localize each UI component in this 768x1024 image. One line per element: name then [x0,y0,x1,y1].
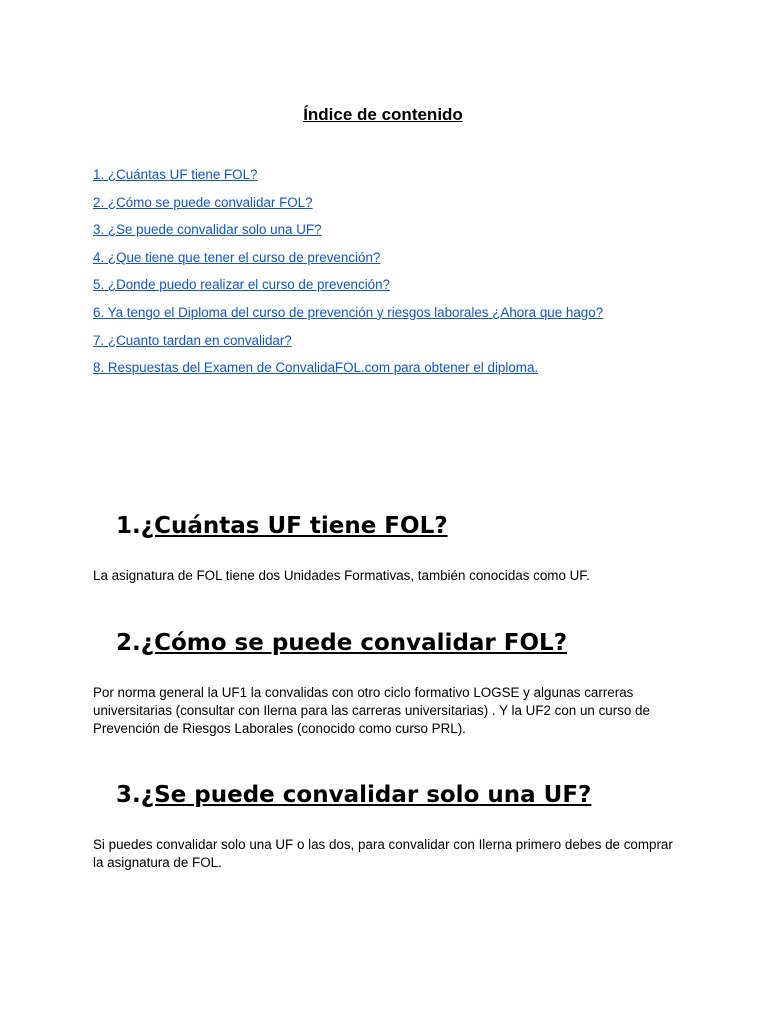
toc-item [93,221,603,249]
section-number: 1. [116,513,141,539]
section-title: ¿Se puede convalidar solo una UF? [140,782,592,808]
section-heading [116,628,567,658]
section-body: La asignatura de FOL tiene dos Unidades Formativas, también conocidas como UF. [93,568,590,583]
section-number: 2. [116,630,141,656]
section-body: Por norma general la UF1 la convalidas con otro ciclo formativo LOGSE y algunas carreras universitarias (consultar con Ilerna para las carreras universitarias) . Y la UF2 con un curso de Prevención de Riesgos Laborales (conocido como curso PRL). [93,685,650,736]
section-heading [116,511,448,541]
table-of-contents [93,166,603,387]
toc-link-3[interactable]: 3. ¿Se puede convalidar solo una UF? [93,222,322,238]
toc-item [93,166,603,194]
section-body: Si puedes convalidar solo una UF o las dos, para convalidar con Ilerna primero debes de comprar la asignatura de FOL. [93,837,673,870]
section-heading [116,780,591,810]
toc-item [93,332,603,360]
toc-link-6[interactable]: 6. Ya tengo el Diploma del curso de prevención y riesgos laborales ¿Ahora que hago? [93,304,604,320]
toc-item [93,276,603,304]
section-title: ¿Cuántas UF tiene FOL? [140,513,448,539]
toc-link-8[interactable]: 8. Respuestas del Examen de ConvalidaFOL.com para obtener el diploma. [93,360,539,376]
toc-item [93,304,603,332]
toc-link-4[interactable]: 4. ¿Que tiene que tener el curso de prevención? [93,249,381,265]
toc-item [93,359,603,387]
toc-link-1[interactable]: 1. ¿Cuántas UF tiene FOL? [93,167,258,182]
toc-item [93,194,603,222]
section-number: 3. [116,782,141,808]
section-title: ¿Cómo se puede convalidar FOL? [140,630,568,656]
toc-title: Índice de contenido [303,105,463,124]
toc-link-7[interactable]: 7. ¿Cuanto tardan en convalidar? [93,332,292,348]
toc-link-2[interactable]: 2. ¿Cómo se puede convalidar FOL? [93,194,313,210]
toc-item [93,249,603,277]
toc-link-5[interactable]: 5. ¿Donde puedo realizar el curso de prevención? [93,277,391,293]
